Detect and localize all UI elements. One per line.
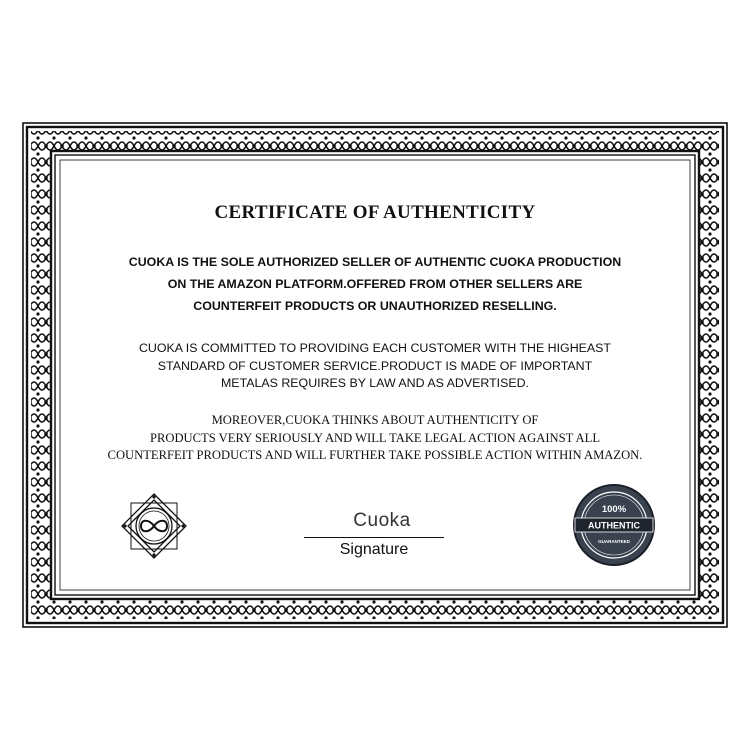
seller-statement-line: ON THE AMAZON PLATFORM.OFFERED FROM OTHER SELLERS ARE <box>167 277 583 291</box>
service-statement-line: METALAS REQUIRES BY LAW AND AS ADVERTISED. <box>220 376 530 390</box>
service-statement-line: CUOKA IS COMMITTED TO PROVIDING EACH CUSTOMER WITH THE HIGHEAST <box>138 341 612 355</box>
infinity-emblem-icon <box>119 491 189 561</box>
seal-authentic-text: AUTHENTIC <box>588 520 640 531</box>
seller-statement <box>22 251 728 317</box>
signature-label: Signature <box>339 541 409 558</box>
authentic-seal-icon <box>571 482 657 568</box>
seal-percentage: 100% <box>601 504 627 515</box>
seller-statement-line: CUOKA IS THE SOLE AUTHORIZED SELLER OF AUTHENTIC CUOKA PRODUCTION <box>128 255 622 269</box>
signature-logo: Cuoka <box>353 510 411 531</box>
signature-line <box>304 537 444 538</box>
seal-guaranteed-text: GUARANTEED <box>598 539 630 544</box>
legal-statement-line: COUNTERFEIT PRODUCTS AND WILL FURTHER TAKE POSSIBLE ACTION WITHIN AMAZON. <box>107 448 643 462</box>
certificate-title: CERTIFICATE OF AUTHENTICITY <box>214 202 536 223</box>
service-statement-line: STANDARD OF CUSTOMER SERVICE.PRODUCT IS MADE OF IMPORTANT <box>157 358 593 373</box>
certificate <box>22 122 728 628</box>
legal-statement-line: MOREOVER,CUOKA THINKS ABOUT AUTHENTICITY OF <box>211 413 539 427</box>
legal-statement-line: PRODUCTS VERY SERIOUSLY AND WILL TAKE LEGAL ACTION AGAINST ALL <box>149 430 601 445</box>
legal-statement <box>22 412 728 465</box>
service-statement <box>22 340 728 393</box>
seller-statement-line: COUNTERFEIT PRODUCTS OR UNAUTHORIZED RESELLING. <box>193 299 557 313</box>
